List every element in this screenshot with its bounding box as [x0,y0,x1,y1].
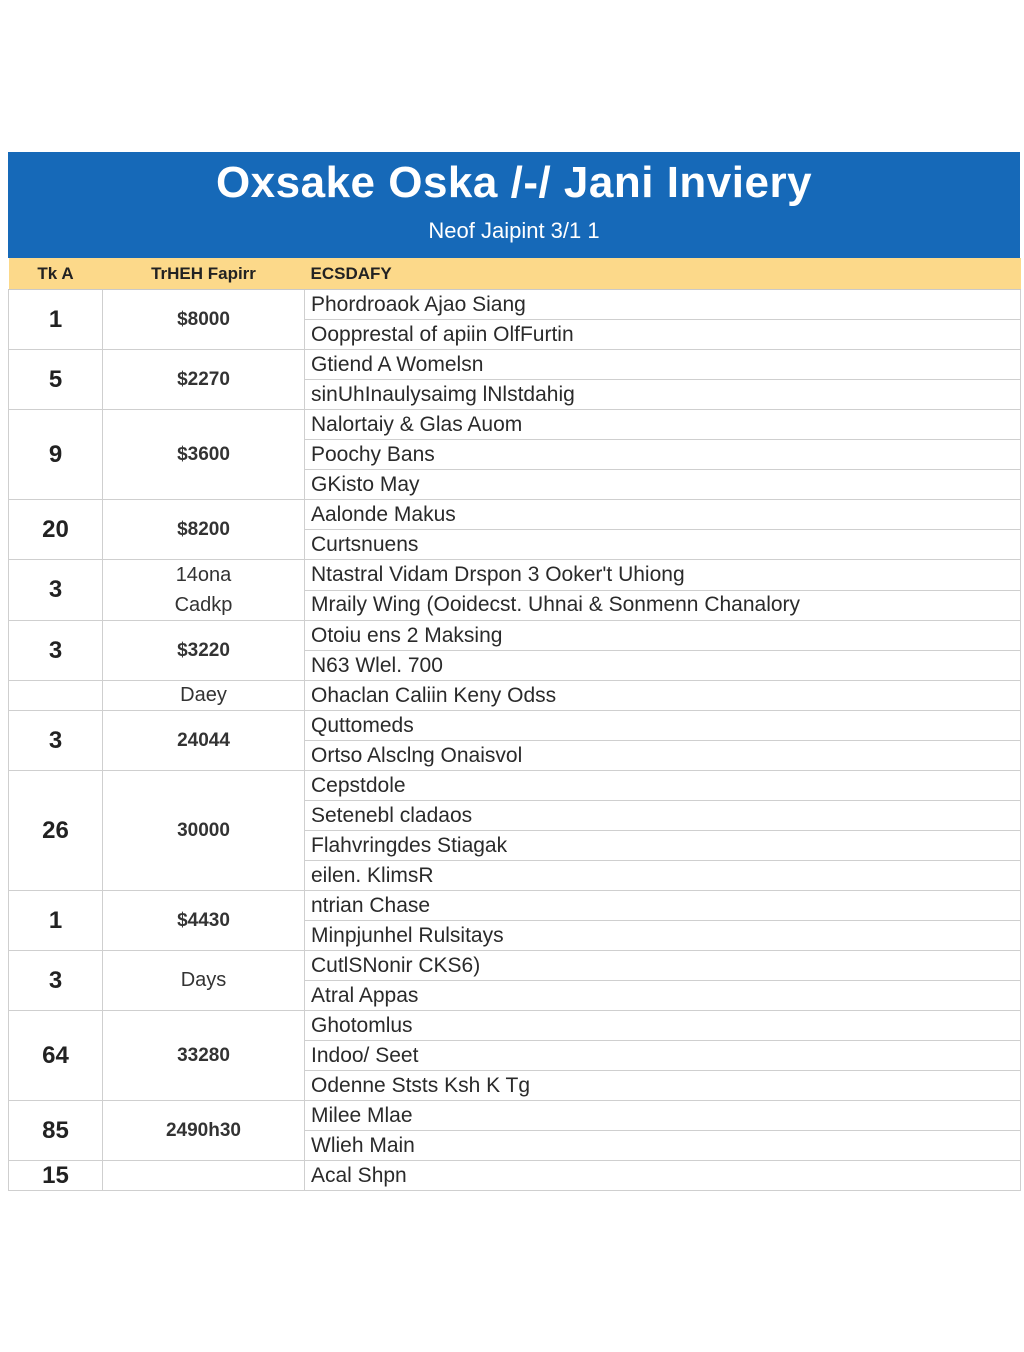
activity-cell: Minpjunhel Rulsitays [305,921,1021,951]
table-row [9,410,1021,440]
title-banner [8,152,1020,258]
table-row [9,560,1021,591]
cost-cell: Daey [103,681,305,711]
table-row [9,500,1021,530]
activity-cell: Otoiu ens 2 Maksing [305,621,1021,651]
activity-cell: Cepstdole [305,771,1021,801]
cost-cell: 2490h30 [103,1101,305,1161]
activity-cell: Quttomeds [305,711,1021,741]
cost-cell: 24044 [103,711,305,771]
day-cell: 15 [9,1161,103,1191]
table-row [9,1011,1021,1041]
activity-cell: Ghotomlus [305,1011,1021,1041]
activity-cell: Mraily Wing (Ooidecst. Uhnai & Sonmenn Chanalory [305,590,1021,621]
cost-cell: $4430 [103,891,305,951]
day-cell: 1 [9,891,103,951]
day-cell: 3 [9,711,103,771]
table-row [9,771,1021,801]
activity-cell: Poochy Bans [305,440,1021,470]
activity-cell: Nalortaiy & Glas Auom [305,410,1021,440]
cost-line: Cadkp [174,594,233,616]
day-cell: 20 [9,500,103,560]
day-cell: 1 [9,290,103,350]
cost-cell: $2270 [103,350,305,410]
cost-cell: 30000 [103,771,305,891]
activity-cell: GKisto May [305,470,1021,500]
activity-cell: Ohaclan Caliin Keny Odss [305,681,1021,711]
day-cell: 26 [9,771,103,891]
day-cell: 9 [9,410,103,500]
day-cell: 3 [9,621,103,681]
activity-cell: Odenne Ststs Ksh K Tg [305,1071,1021,1101]
table-row [9,951,1021,981]
activity-cell: Ntastral Vidam Drspon 3 Ooker't Uhiong [305,560,1021,591]
cost-cell [103,1161,305,1191]
day-cell: 5 [9,350,103,410]
activity-cell: Setenebl cladaos [305,801,1021,831]
activity-cell: eilen. KlimsR [305,861,1021,891]
activity-cell: Gtiend A Womelsn [305,350,1021,380]
column-header-day: Tk A [9,258,103,290]
table-row [9,711,1021,741]
cost-cell [103,560,305,621]
activity-cell: N63 Wlel. 700 [305,651,1021,681]
day-cell: 3 [9,560,103,621]
cost-cell: $8000 [103,290,305,350]
table-row [9,681,1021,711]
table-header-row [9,258,1021,290]
table-row [9,350,1021,380]
activity-cell: Phordroaok Ajao Siang [305,290,1021,320]
itinerary-table [8,258,1021,1191]
column-header-cost: TrHEH Fapirr [103,258,305,290]
activity-cell: sinUhInaulysaimg lNlstdahig [305,380,1021,410]
activity-cell: Aalonde Makus [305,500,1021,530]
activity-cell: Indoo/ Seet [305,1041,1021,1071]
activity-cell: CutlSNonir CKS6) [305,951,1021,981]
activity-cell: ntrian Chase [305,891,1021,921]
activity-cell: Flahvringdes Stiagak [305,831,1021,861]
page-subtitle: Neof Jaipint 3/1 1 [428,218,600,243]
activity-cell: Wlieh Main [305,1131,1021,1161]
cost-line: 14ona [175,564,232,586]
table-row [9,1101,1021,1131]
table-row [9,1161,1021,1191]
day-cell: 3 [9,951,103,1011]
itinerary-sheet [8,152,1020,1191]
column-header-description: ECSDAFY [305,258,1021,290]
activity-cell: Acal Shpn [305,1161,1021,1191]
cost-cell: $3600 [103,410,305,500]
table-body [9,290,1021,1191]
day-cell: 85 [9,1101,103,1161]
day-cell: 64 [9,1011,103,1101]
activity-cell: Ortso Alsclng Onaisvol [305,741,1021,771]
activity-cell: Atral Appas [305,981,1021,1011]
activity-cell: Oopprestal of apiin OlfFurtin [305,320,1021,350]
cost-cell: 33280 [103,1011,305,1101]
page-title: Oxsake Oska /-/ Jani Inviery [215,158,813,207]
table-row [9,621,1021,651]
cost-cell: Days [103,951,305,1011]
table-row [9,290,1021,320]
table-row [9,891,1021,921]
cost-cell: $3220 [103,621,305,681]
activity-cell: Milee Mlae [305,1101,1021,1131]
cost-cell: $8200 [103,500,305,560]
day-cell [9,681,103,711]
activity-cell: Curtsnuens [305,530,1021,560]
